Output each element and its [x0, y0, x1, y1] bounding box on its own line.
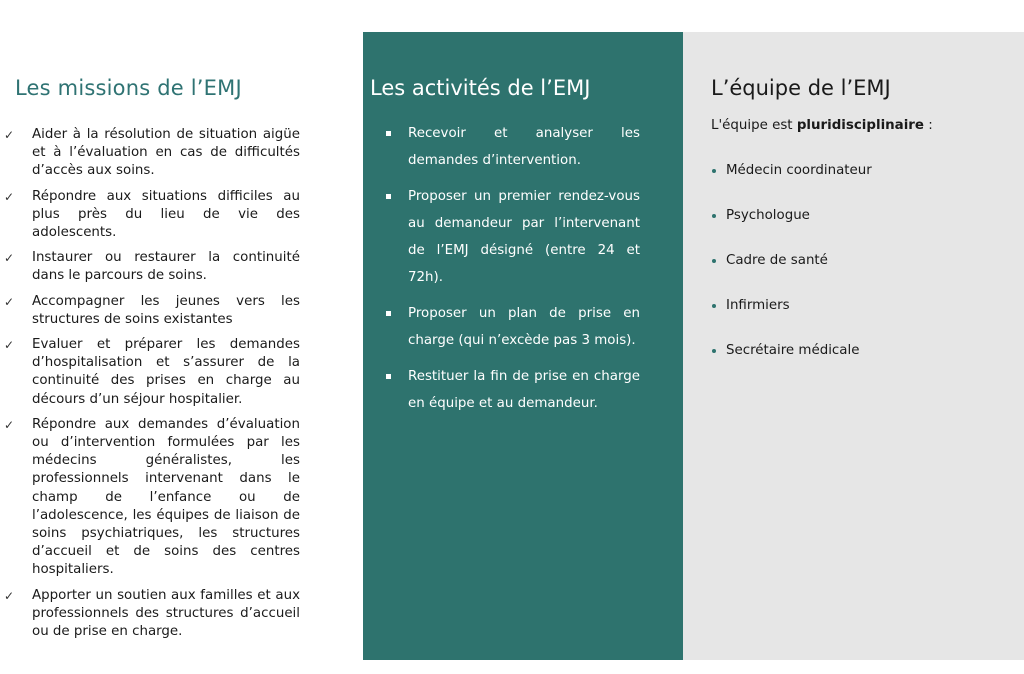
- check-icon: ✓: [4, 338, 15, 353]
- mission-item: ✓ Instaurer ou restaurer la continuité dans le parcours de soins.: [4, 250, 300, 284]
- activities-list: [363, 120, 640, 426]
- mission-item: ✓ Répondre aux demandes d’évaluation ou d’intervention formulées par les médecins généralistes, les professionnels intervenant dans le champ de l’enfance ou de l’adolescence, les équipes de liaison de soins psychiatriques, les structures d’accueil et de soins des centres hospitaliers.: [4, 416, 300, 578]
- check-icon: ✓: [4, 294, 15, 309]
- dot-bullet-icon: [712, 349, 716, 353]
- team-member-item: Infirmiers: [711, 296, 872, 341]
- team-intro: L'équipe est pluridisciplinaire :: [711, 118, 933, 133]
- square-bullet-icon: [386, 374, 391, 379]
- team-intro-emphasis: pluridisciplinaire: [796, 118, 924, 133]
- team-list: [711, 161, 872, 386]
- missions-list: [0, 126, 300, 648]
- team-member-item: Psychologue: [711, 206, 872, 251]
- check-icon: ✓: [4, 588, 15, 603]
- square-bullet-icon: [386, 194, 391, 199]
- team-member-item: Secrétaire médicale: [711, 341, 872, 386]
- mission-item: ✓ Accompagner les jeunes vers les structures de soins existantes: [4, 293, 300, 327]
- mission-item: ✓ Apporter un soutien aux familles et aux professionnels des structures d’accueil ou de prise en charge.: [4, 587, 300, 640]
- check-icon: ✓: [4, 128, 15, 142]
- activities-title: Les activités de l’EMJ: [370, 76, 591, 100]
- mission-item: ✓ Evaluer et préparer les demandes d’hospitalisation et s’assurer de la continuité des prises en charge au décours d’un séjour hospitalier.: [4, 337, 300, 407]
- mission-item: ✓ Répondre aux situations difficiles au plus près du lieu de vie des adolescents.: [4, 188, 300, 241]
- activities-panel: [363, 32, 683, 660]
- activity-item: Restituer la fin de prise en charge en équipe et au demandeur.: [363, 363, 640, 417]
- square-bullet-icon: [386, 131, 391, 136]
- square-bullet-icon: [386, 311, 391, 316]
- team-member-item: Médecin coordinateur: [711, 161, 872, 206]
- missions-column: [0, 0, 363, 674]
- dot-bullet-icon: [712, 169, 716, 173]
- activity-item: Recevoir et analyser les demandes d’intervention.: [363, 120, 640, 174]
- team-panel: [683, 32, 1024, 660]
- activity-item: Proposer un plan de prise en charge (qui n’excède pas 3 mois).: [363, 300, 640, 354]
- dot-bullet-icon: [712, 259, 716, 263]
- check-icon: ✓: [4, 251, 15, 266]
- missions-title: Les missions de l’EMJ: [15, 76, 242, 100]
- mission-item: ✓ Aider à la résolution de situation aigüe et à l’évaluation en cas de difficultés d’accès aux soins.: [4, 127, 300, 179]
- check-icon: ✓: [4, 189, 15, 204]
- dot-bullet-icon: [712, 304, 716, 308]
- dot-bullet-icon: [712, 214, 716, 218]
- activity-item: Proposer un premier rendez-vous au demandeur par l’intervenant de l’EMJ désigné (entre 24 et 72h).: [363, 183, 640, 291]
- team-title: L’équipe de l’EMJ: [711, 76, 891, 100]
- check-icon: ✓: [4, 417, 15, 432]
- team-member-item: Cadre de santé: [711, 251, 872, 296]
